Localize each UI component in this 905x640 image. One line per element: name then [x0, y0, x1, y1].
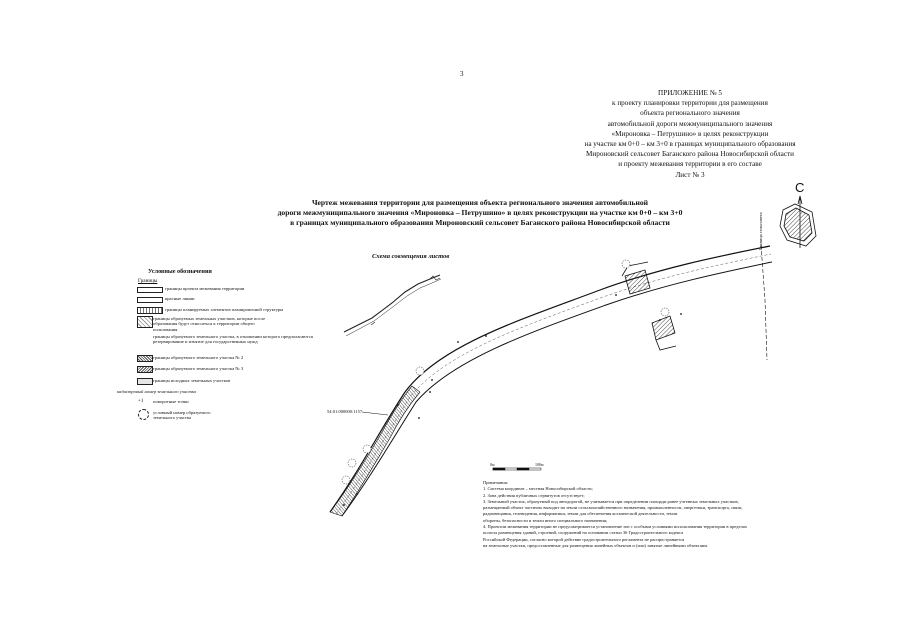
notes-line: полосы размещения зданий, строений, сооружений на основании статьи 36 Градостроительного кодекса: [483, 530, 684, 536]
turning-point-icon: +1: [138, 399, 144, 404]
legend-item: кадастровый номер земельного участка: [117, 389, 196, 394]
notes-line: на земельные участки, предоставленные для размещения линейных объектов и (или) занятые линейными объектами.: [483, 542, 709, 548]
sheet-layout-scheme: [344, 275, 441, 336]
drawing-title-line: Чертеж межевания территории для размещения объекта регионального значения автомобильной: [311, 198, 649, 207]
land-plot-hatched-strip: [330, 386, 420, 516]
notes-line: 4. Проектом межевания территории не предусматривается установление зон с особыми условиями использования территории в пределах: [483, 524, 748, 530]
appendix-line: и проекту межевания территории в его составе: [618, 160, 762, 169]
land-plot-lower: [652, 316, 676, 350]
cadastral-label: 54:01:000000:1157: [327, 409, 363, 414]
legend-subtitle: Границы: [138, 278, 158, 284]
notes-line: размещаемый объект частично выходит на земли сельскохозяйственного назначения, промышленности, энергетики, транспорта, связи,: [483, 505, 743, 511]
notes-line: 2. Зона действия публичных сервитутов отсутствует;: [483, 492, 585, 498]
notes-line: радиовещания, телевидения, информатики, земли для обеспечения космической деятельности, земли: [483, 511, 678, 517]
legend-item: красные линии: [165, 296, 195, 301]
legend-item: границы образуемого земельного участка № 3: [153, 366, 244, 371]
legend-item: границы проекта межевания территории: [165, 286, 245, 291]
notes-line: 3. Земельный участок, образуемый под автодорогой, не учитывается при определении площади ранее учтенных земельных участков;: [483, 498, 739, 504]
appendix-line: «Мироновка – Петрушино» в целях реконструкции: [611, 129, 769, 138]
appendix-sheet-number: Лист № 3: [675, 170, 705, 179]
scale-label-right: 100м: [535, 462, 544, 467]
drawing-title-line: в границах муниципального образования Мироновский сельсовет Баганского района Новосибирской области: [290, 218, 670, 227]
road-alignment: [330, 246, 772, 516]
notes-title: Примечания:: [483, 480, 509, 485]
admin-boundary-line: [761, 245, 767, 360]
legend-item: поворотные точки: [153, 399, 189, 404]
scale-label-left: 0м: [490, 462, 495, 467]
appendix-line: на участке км 0+0 – км 3+0 в границах муниципального образования: [584, 140, 796, 149]
turning-points: [343, 294, 682, 506]
legend-item: условный номер образуемого земельного участка: [153, 410, 211, 421]
legend-item: границы образуемого земельного участка, в отношении которого предполагаются резервирование и изъятие для государственных нужд: [153, 334, 313, 345]
plot-number-circles: [342, 260, 669, 484]
notes-line: 1. Система координат – местная Новосибирской области;: [483, 486, 593, 492]
scheme-title: Схема совмещения листов: [372, 253, 450, 260]
notes-line: обороны, безопасности и земли иного специального назначения;: [483, 517, 608, 523]
appendix-line: автомобильной дороги межмуниципального значения: [607, 119, 773, 128]
legend-item: границы исходных земельных участков: [153, 378, 231, 383]
appendix-line: к проекту планировки территории для размещения: [612, 99, 768, 108]
appendix-line: Мироновский сельсовет Баганского района Новосибирской области: [585, 150, 795, 159]
legend-item: границы образуемого земельного участка № 2: [153, 355, 244, 360]
drawing-title-line: дороги межмуниципального значения «Мироновка – Петрушино» в целях реконструкции на участке км 0+0 – км 3+0: [277, 208, 683, 217]
appendix-line: ПРИЛОЖЕНИЕ № 5: [658, 89, 722, 97]
boundary-label: Граница сельсовета: [758, 212, 763, 250]
legend-title: Условные обозначения: [148, 268, 212, 275]
notes-line: Российской Федерации, согласно которой действие градостроительного регламента не распространяется: [483, 536, 685, 542]
scale-bar: [493, 468, 541, 470]
north-label: С: [795, 180, 805, 195]
legend-item: границы образуемых земельных участков, которые после образования будут относиться к территории общего пользования: [153, 316, 266, 332]
appendix-line: объекта регионального значения: [640, 109, 740, 118]
page-number: 3: [460, 70, 464, 78]
north-arrow: [780, 196, 816, 248]
cadastral-leader: [362, 412, 388, 415]
legend-item: границы планируемых элементов планировочной структуры: [165, 307, 284, 312]
